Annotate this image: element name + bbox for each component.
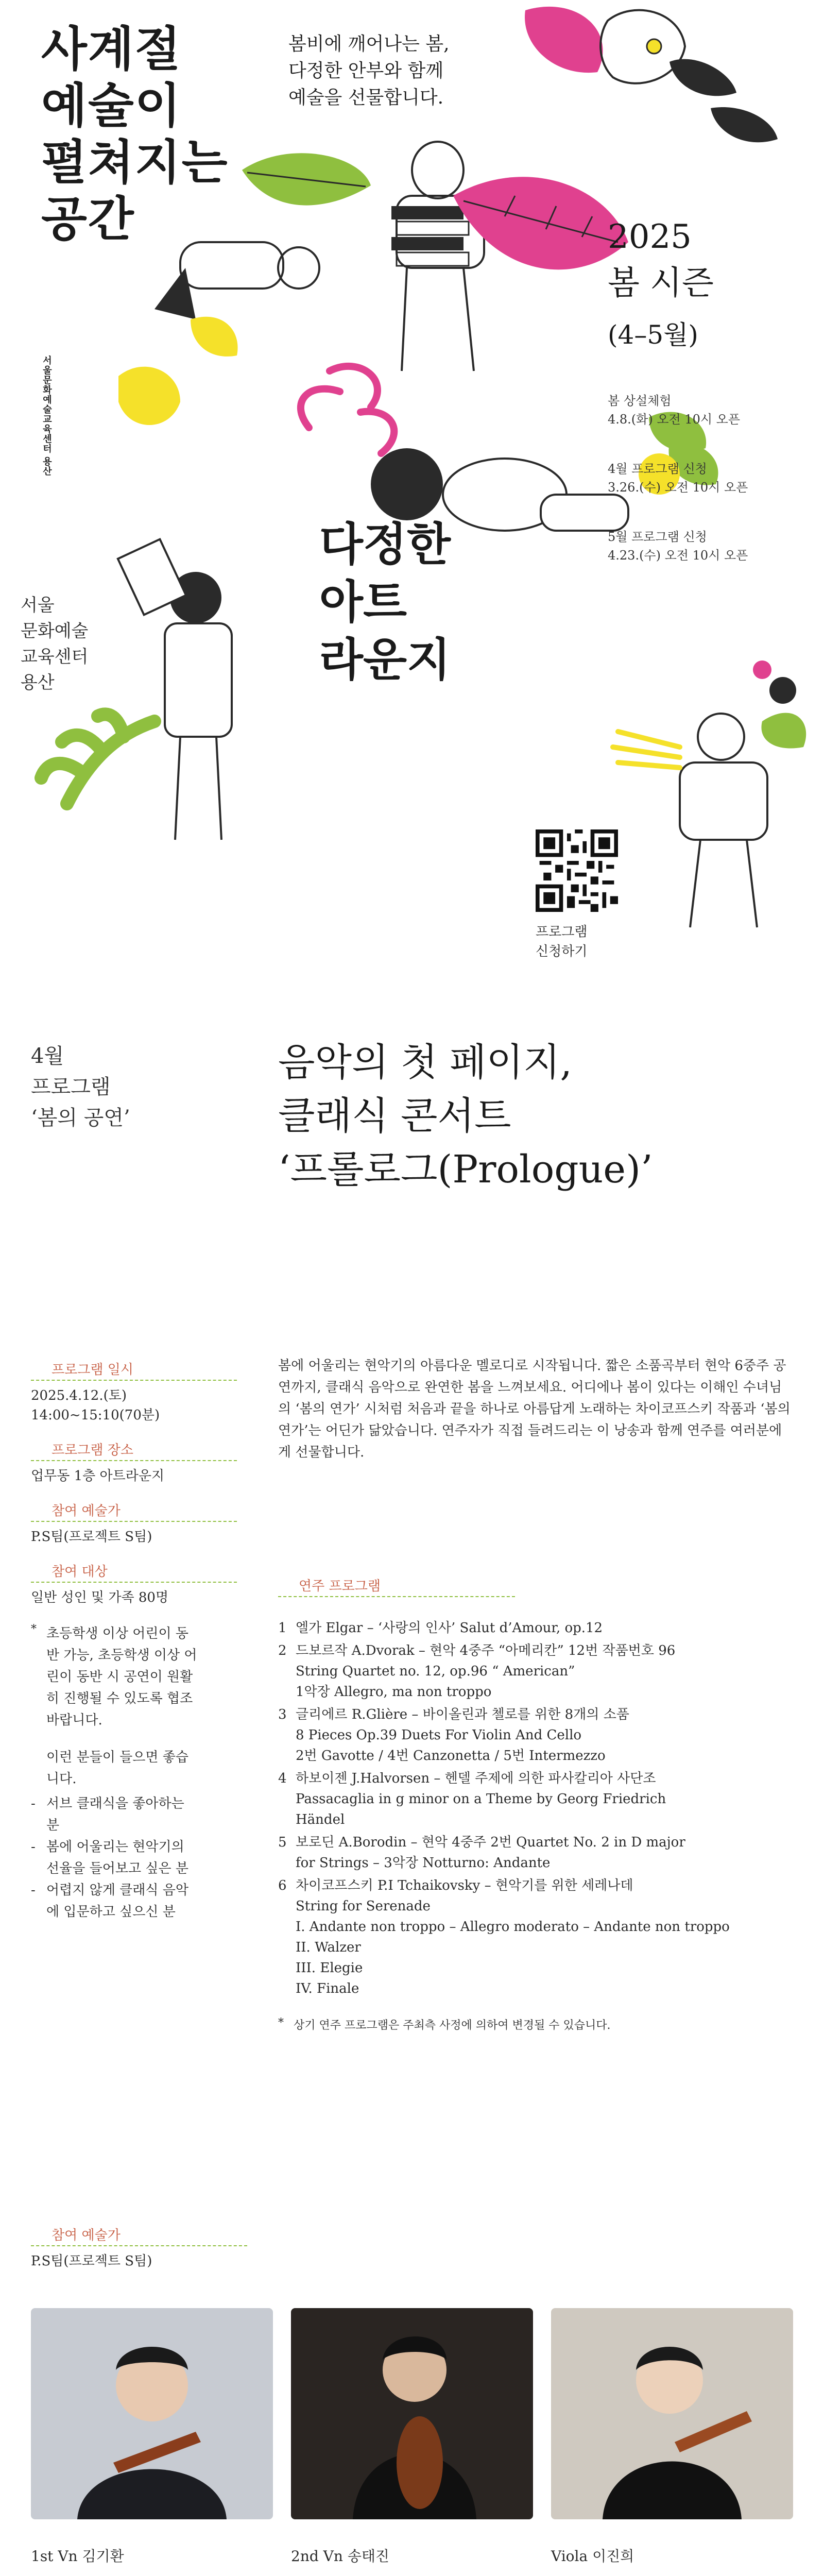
target-notes [31, 1623, 201, 1923]
poster-header [0, 0, 824, 979]
asterisk-icon: * [278, 2016, 284, 2029]
concert-number: 5 [278, 1835, 287, 1850]
concert-program [278, 1577, 814, 2032]
qr-label: 프로그램 신청하기 [536, 924, 588, 959]
target-bullet-text: 서브 클래식을 좋아하는 분 [46, 1796, 184, 1833]
target-bullet [31, 1836, 201, 1879]
concert-number: 2 [278, 1643, 287, 1658]
concert-line: Passacaglia in g minor on a Theme by Georg Friedrich [296, 1791, 666, 1807]
schedule-detail: 4.23.(수) 오전 10시 오픈 [608, 548, 748, 563]
concert-line: II. Walzer [296, 1940, 361, 1955]
concert-item [278, 1704, 814, 1766]
concert-label: 연주 프로그램 [278, 1577, 515, 1597]
season-name: 봄 시즌 [608, 264, 714, 302]
concert-note [278, 2016, 814, 2032]
artist-role: 2nd Vn 송태진 [291, 2548, 389, 2565]
violist-portrait-icon [551, 2308, 793, 2519]
schedule-item [608, 460, 803, 497]
pink-plant-icon [453, 177, 628, 269]
schedule-item [608, 528, 803, 565]
concert-line: Händel [296, 1812, 345, 1827]
artists-header [31, 2226, 247, 2271]
schedule-title: 봄 상설체험 [608, 394, 672, 408]
artists-team: P.S팀(프로젝트 S팀) [31, 2253, 152, 2269]
concert-line: String for Serenade [296, 1899, 431, 1914]
artist-role: Viola 이진희 [551, 2548, 634, 2565]
concert-line: I. Andante non troppo – Allegro moderato – Andante non troppo [296, 1919, 730, 1935]
concert-line: String Quartet no. 12, op.96 “ American” [296, 1664, 575, 1679]
target-label: 참여 대상 [31, 1562, 237, 1583]
asterisk-icon: * [31, 1623, 37, 1636]
concert-line: III. Elegie [296, 1960, 363, 1976]
artist-label: 참여 예술가 [31, 1501, 237, 1522]
dash-icon: - [31, 1796, 36, 1811]
artist-value: P.S팀(프로젝트 S팀) [31, 1529, 152, 1545]
concert-item [278, 1875, 814, 1999]
program-month-label: 4월 프로그램 ‘봄의 공연’ [31, 1044, 130, 1130]
venue-label: 서울 문화예술 교육센터 용산 [21, 595, 89, 693]
violinist-portrait-icon [31, 2308, 273, 2519]
target-note: 초등학생 이상 어린이 동반 가능, 초등학생 이상 어린이 동반 시 공연이 원활히 진행될 수 있도록 협조바랍니다. [46, 1626, 197, 1728]
program-title-line: 클래식 콘서트 [278, 1094, 511, 1138]
concert-number: 1 [278, 1620, 287, 1636]
concert-line: 글리에르 R.Glière – 바이올린과 첼로를 위한 8개의 소품 [296, 1707, 629, 1722]
concert-number: 6 [278, 1878, 287, 1893]
artist-role: 1st Vn 김기환 [31, 2548, 124, 2565]
concert-line: for Strings – 3악장 Notturno: Andante [296, 1855, 551, 1871]
green-sprig-icon [41, 714, 154, 804]
program-title-line: ‘프롤로그(Prologue)’ [278, 1147, 653, 1192]
schedule-list [608, 392, 803, 565]
pink-leaf-icon [525, 7, 603, 73]
yellow-blob-icon [118, 367, 180, 425]
target-note-heading: 이런 분들이 들으면 좋습니다. [46, 1750, 188, 1787]
concert-item [278, 1640, 814, 1702]
concert-number: 3 [278, 1707, 287, 1722]
season-year: 2025 [608, 218, 692, 256]
target-bullet-text: 봄에 어울리는 현악기의 선율을 들어보고 싶은 분 [46, 1839, 188, 1876]
artist-photo [31, 2308, 273, 2519]
concert-line: IV. Finale [296, 1981, 359, 1996]
org-vertical-label [40, 355, 63, 510]
target-bullet [31, 1793, 201, 1836]
program-title-line: 음악의 첫 페이지, [278, 1040, 572, 1084]
concert-note-text: 상기 연주 프로그램은 주최측 사정에 의하여 변경될 수 있습니다. [294, 2019, 611, 2032]
date-value: 2025.4.12.(토) [31, 1388, 127, 1403]
target-value: 일반 성인 및 가족 80명 [31, 1590, 169, 1605]
poster-title: 사계절 예술이 펼쳐지는 공간 [41, 21, 229, 247]
schedule-title: 5월 프로그램 신청 [608, 530, 707, 544]
concert-line: 엘가 Elgar – ‘사랑의 인사’ Salut d’Amour, op.12 [296, 1620, 603, 1636]
concert-line: 1악장 Allegro, ma non troppo [296, 1684, 492, 1700]
time-value: 14:00~15:10(70분) [31, 1408, 160, 1423]
program-description: 봄에 어울리는 현악기의 아름다운 멜로디로 시작됩니다. 짧은 소품곡부터 현악 6중주 공연까지, 클래식 음악으로 완연한 봄을 느껴보세요. 어디에나 봄이 있다는 이해인 수녀님의 ‘봄의 연가’ 시처럼 처음과 끝을 하나로 아름답게 노래하는 차이코프스키 작품과 ‘봄의 연가’는 어딘가 닮았습니다. 연주자가 직접 들려드리는 이 낭송과 함께 연주를 여러분에게 선물합니다. [278, 1358, 791, 1460]
artist-photo [291, 2308, 533, 2519]
concert-item [278, 1618, 814, 1638]
program-info [31, 1360, 237, 1923]
dash-icon: - [31, 1883, 36, 1898]
plant-sprig-icon [301, 366, 394, 453]
org-vertical-text: 서울문화예술교육센터 용산 [42, 355, 52, 477]
date-label: 프로그램 일시 [31, 1360, 237, 1381]
dash-icon: - [31, 1839, 36, 1855]
spray-lines-icon [613, 732, 680, 768]
concert-item [278, 1832, 814, 1873]
poster-intro: 봄비에 깨어나는 봄, 다정한 안부와 함께 예술을 선물합니다. [288, 33, 450, 108]
concert-line: 2번 Gavotte / 4번 Canzonetta / 5번 Intermezzo [296, 1748, 606, 1764]
artist-photo [551, 2308, 793, 2519]
concert-line: 보로딘 A.Borodin – 현악 4중주 2번 Quartet No. 2 in D major [296, 1835, 685, 1850]
lounge-title: 다정한 아트 라운지 [319, 517, 451, 686]
season-period: (4–5월) [608, 320, 698, 350]
schedule-detail: 3.26.(수) 오전 10시 오픈 [608, 480, 748, 495]
qr-code-icon[interactable] [536, 829, 618, 912]
concert-number: 4 [278, 1771, 287, 1786]
target-bullet [31, 1879, 201, 1923]
violinist-portrait-icon [291, 2308, 533, 2519]
artists-label: 참여 예술가 [31, 2226, 247, 2246]
target-bullet-text: 어렵지 않게 클래식 음악에 입문하고 싶으신 분 [46, 1883, 188, 1920]
concert-line: 8 Pieces Op.39 Duets For Violin And Cello [296, 1727, 582, 1743]
schedule-item [608, 392, 803, 429]
place-label: 프로그램 장소 [31, 1440, 237, 1461]
program-title [278, 1036, 814, 1196]
concert-line: 하보이젠 J.Halvorsen – 헨델 주제에 의한 파사칼리아 사단조 [296, 1771, 656, 1786]
schedule-title: 4월 프로그램 신청 [608, 462, 707, 476]
concert-line: 차이코프스키 P.I Tchaikovsky – 현악기를 위한 세레나데 [296, 1878, 633, 1893]
concert-item [278, 1768, 814, 1830]
schedule-detail: 4.8.(화) 오전 10시 오픈 [608, 412, 741, 427]
concert-line: 드보르작 A.Dvorak – 현악 4중주 “아메리칸” 12번 작품번호 96 [296, 1643, 676, 1658]
place-value: 업무동 1층 아트라운지 [31, 1468, 165, 1484]
